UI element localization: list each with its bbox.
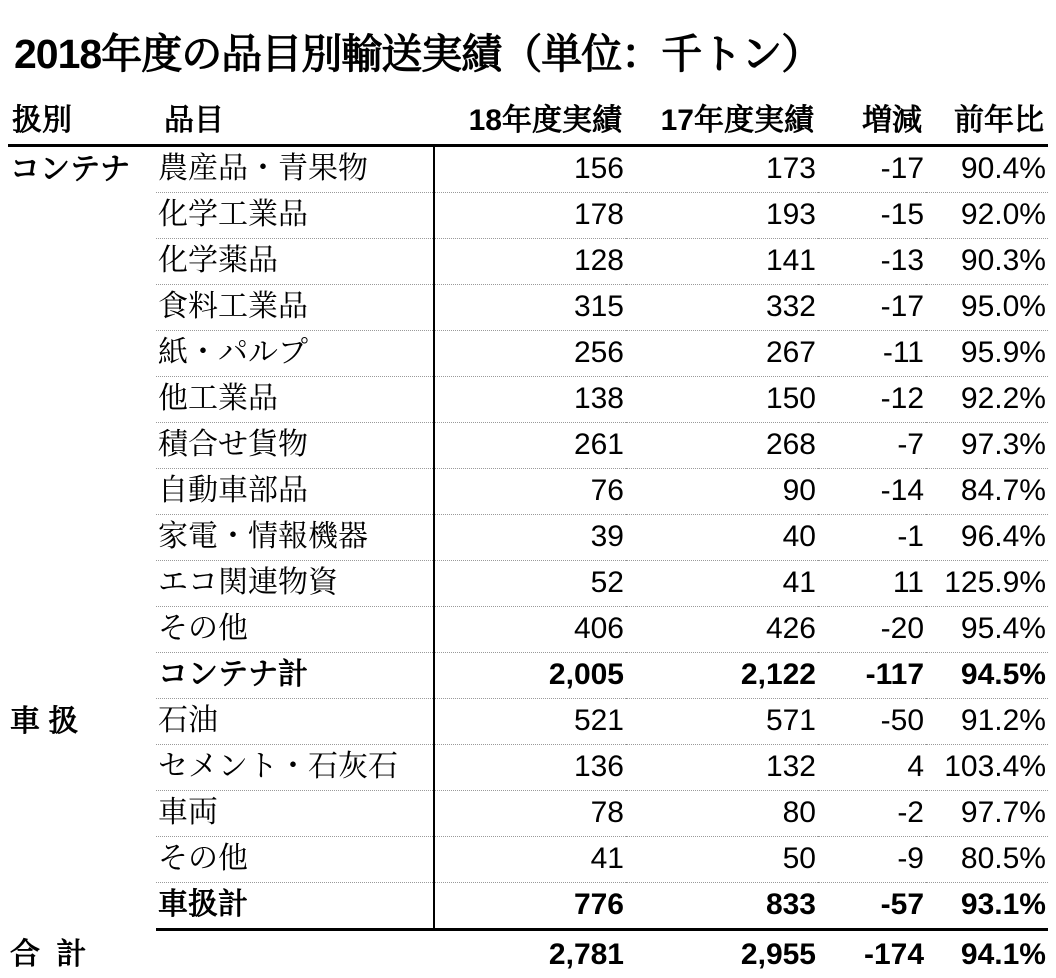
table-row xyxy=(8,607,1048,653)
cell-item: 農産品・青果物 xyxy=(156,146,434,193)
cell-v17: 80 xyxy=(626,791,818,837)
cell-kind xyxy=(8,791,156,837)
total-cell-v18: 2,781 xyxy=(548,938,624,972)
cell-ratio: 93.1% xyxy=(926,883,1048,930)
cell-v17: 267 xyxy=(626,331,818,377)
table-row xyxy=(8,515,1048,561)
cell-diff: -17 xyxy=(818,146,926,193)
cell-v18: 76 xyxy=(434,469,626,515)
cell-v17: 50 xyxy=(626,837,818,883)
total-cell-diff: -174 xyxy=(863,938,924,972)
table-row xyxy=(8,285,1048,331)
total-cell-v17: 2,955 xyxy=(740,938,816,972)
page-title: 2018年度の品目別輸送実績（単位：千トン） xyxy=(14,31,822,77)
cell-item: セメント・石灰石 xyxy=(156,745,434,791)
table-row xyxy=(8,331,1048,377)
cell-ratio: 95.4% xyxy=(926,607,1048,653)
column-header-ratio: 前年比 xyxy=(926,99,1048,146)
cell-v17: 2,122 xyxy=(626,653,818,699)
cell-kind xyxy=(8,193,156,239)
cell-diff: -11 xyxy=(818,331,926,377)
cell-kind: 車 扱 xyxy=(10,704,79,738)
cell-item: 紙・パルプ xyxy=(156,331,434,377)
cell-v18: 406 xyxy=(434,607,626,653)
cell-v18: 2,005 xyxy=(434,653,626,699)
cell-ratio: 96.4% xyxy=(926,515,1048,561)
cell-v18: 178 xyxy=(434,193,626,239)
cell-kind xyxy=(8,653,156,699)
cell-v17: 132 xyxy=(626,745,818,791)
cell-v17: 40 xyxy=(626,515,818,561)
total-cell-ratio: 94.1% xyxy=(960,938,1046,972)
cell-item: その他 xyxy=(156,837,434,883)
cell-ratio: 94.5% xyxy=(926,653,1048,699)
cell-diff: -15 xyxy=(818,193,926,239)
cell-v18: 315 xyxy=(434,285,626,331)
cell-v17: 41 xyxy=(626,561,818,607)
cell-diff: -7 xyxy=(818,423,926,469)
cell-diff: 11 xyxy=(818,561,926,607)
cell-kind xyxy=(8,837,156,883)
cell-ratio: 91.2% xyxy=(926,699,1048,745)
cell-item: 自動車部品 xyxy=(156,469,434,515)
cell-diff: -9 xyxy=(818,837,926,883)
cell-kind xyxy=(8,745,156,791)
cell-diff: -17 xyxy=(818,285,926,331)
table-header-row xyxy=(8,99,1048,146)
cell-kind xyxy=(8,883,156,930)
cell-kind xyxy=(8,607,156,653)
cell-diff: -14 xyxy=(818,469,926,515)
cell-diff: -2 xyxy=(818,791,926,837)
cell-kind xyxy=(8,515,156,561)
cell-item: 化学工業品 xyxy=(156,193,434,239)
cell-v18: 41 xyxy=(434,837,626,883)
cell-v17: 150 xyxy=(626,377,818,423)
cell-ratio: 103.4% xyxy=(926,745,1048,791)
column-header-item: 品目 xyxy=(156,99,434,146)
cell-item: 他工業品 xyxy=(156,377,434,423)
cell-v17: 833 xyxy=(626,883,818,930)
cell-ratio: 125.9% xyxy=(926,561,1048,607)
cell-v18: 138 xyxy=(434,377,626,423)
cell-item: 化学薬品 xyxy=(156,239,434,285)
cell-item: エコ関連物資 xyxy=(156,561,434,607)
cell-ratio: 97.7% xyxy=(926,791,1048,837)
cell-v17: 141 xyxy=(626,239,818,285)
table-row xyxy=(8,561,1048,607)
table-row xyxy=(8,791,1048,837)
cell-kind xyxy=(8,469,156,515)
cell-ratio: 95.0% xyxy=(926,285,1048,331)
cell-v18: 156 xyxy=(434,146,626,193)
cell-diff: -117 xyxy=(818,653,926,699)
table-row xyxy=(8,423,1048,469)
cell-kind: コンテナ xyxy=(10,152,130,186)
cell-v17: 193 xyxy=(626,193,818,239)
cell-diff: -20 xyxy=(818,607,926,653)
cell-v18: 776 xyxy=(434,883,626,930)
cell-v17: 571 xyxy=(626,699,818,745)
cell-v17: 332 xyxy=(626,285,818,331)
cell-v18: 128 xyxy=(434,239,626,285)
cell-ratio: 90.3% xyxy=(926,239,1048,285)
cell-v17: 426 xyxy=(626,607,818,653)
cell-ratio: 95.9% xyxy=(926,331,1048,377)
cell-diff: -1 xyxy=(818,515,926,561)
cell-diff: -57 xyxy=(818,883,926,930)
cell-item: 石油 xyxy=(156,699,434,745)
cell-ratio: 92.0% xyxy=(926,193,1048,239)
total-cell-item xyxy=(156,930,434,978)
table-row xyxy=(8,377,1048,423)
cell-v18: 521 xyxy=(434,699,626,745)
cell-v17: 90 xyxy=(626,469,818,515)
cell-kind xyxy=(8,239,156,285)
column-header-diff: 増減 xyxy=(818,99,926,146)
cell-v18: 52 xyxy=(434,561,626,607)
cell-v18: 256 xyxy=(434,331,626,377)
table-row xyxy=(8,653,1048,699)
cell-v18: 136 xyxy=(434,745,626,791)
cell-kind xyxy=(8,285,156,331)
cell-ratio: 90.4% xyxy=(926,146,1048,193)
cell-ratio: 92.2% xyxy=(926,377,1048,423)
cell-kind xyxy=(8,377,156,423)
total-cell-kind: 合 計 xyxy=(10,938,91,972)
cell-kind xyxy=(8,423,156,469)
table-row xyxy=(8,193,1048,239)
cell-item: 車扱計 xyxy=(156,883,434,930)
cell-ratio: 80.5% xyxy=(926,837,1048,883)
cell-diff: 4 xyxy=(818,745,926,791)
cell-item: コンテナ計 xyxy=(156,653,434,699)
table-body xyxy=(8,146,1048,978)
cell-diff: -12 xyxy=(818,377,926,423)
cell-diff: -50 xyxy=(818,699,926,745)
column-header-kind: 扱別 xyxy=(8,99,156,146)
table-total-row xyxy=(8,930,1048,978)
cell-diff: -13 xyxy=(818,239,926,285)
cell-ratio: 84.7% xyxy=(926,469,1048,515)
table-header xyxy=(8,99,1048,146)
table-row xyxy=(8,239,1048,285)
table-row xyxy=(8,745,1048,791)
cell-item: 積合せ貨物 xyxy=(156,423,434,469)
cell-v18: 261 xyxy=(434,423,626,469)
column-header-v17: 17年度実績 xyxy=(626,99,818,146)
cell-item: その他 xyxy=(156,607,434,653)
table-row xyxy=(8,883,1048,930)
cell-item: 食料工業品 xyxy=(156,285,434,331)
transport-results-table xyxy=(8,99,1048,978)
cell-v17: 173 xyxy=(626,146,818,193)
cell-item: 車両 xyxy=(156,791,434,837)
cell-kind xyxy=(8,331,156,377)
table-row xyxy=(8,699,1048,745)
cell-item: 家電・情報機器 xyxy=(156,515,434,561)
cell-v18: 39 xyxy=(434,515,626,561)
column-header-v18: 18年度実績 xyxy=(434,99,626,146)
table-row xyxy=(8,469,1048,515)
cell-ratio: 97.3% xyxy=(926,423,1048,469)
table-row xyxy=(8,146,1048,193)
cell-kind xyxy=(8,561,156,607)
cell-v17: 268 xyxy=(626,423,818,469)
table-row xyxy=(8,837,1048,883)
cell-v18: 78 xyxy=(434,791,626,837)
